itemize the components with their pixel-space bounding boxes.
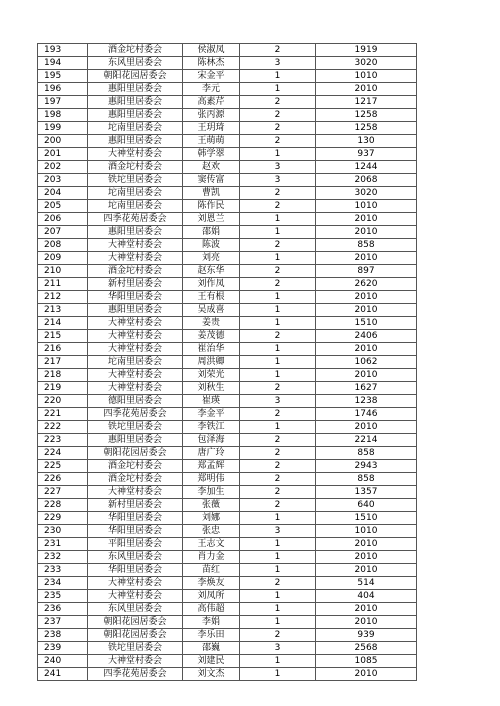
count-cell: 1 [240,551,316,564]
amount-cell: 2620 [316,278,417,291]
table-row [38,395,417,408]
count-cell: 2 [240,200,316,213]
person-name-cell: 崔治华 [183,343,240,356]
committee-cell: 大神堂村委会 [88,343,183,356]
amount-cell: 1238 [316,395,417,408]
table-row [38,603,417,616]
row-number-cell: 193 [38,44,88,57]
row-number-cell: 195 [38,70,88,83]
row-number-cell: 211 [38,278,88,291]
person-name-cell: 周洪卿 [183,356,240,369]
count-cell: 2 [240,239,316,252]
table-row [38,265,417,278]
count-cell: 2 [240,473,316,486]
committee-cell: 坨南里居委会 [88,122,183,135]
row-number-cell: 213 [38,304,88,317]
count-cell: 1 [240,421,316,434]
person-name-cell: 邵巍 [183,642,240,655]
person-name-cell: 宋金平 [183,70,240,83]
row-number-cell: 223 [38,434,88,447]
amount-cell: 2010 [316,83,417,96]
amount-cell: 2214 [316,434,417,447]
count-cell: 2 [240,109,316,122]
table-row [38,486,417,499]
row-number-cell: 227 [38,486,88,499]
person-name-cell: 韩学翠 [183,148,240,161]
committee-cell: 大神堂村委会 [88,148,183,161]
person-name-cell: 刘娜 [183,512,240,525]
row-number-cell: 212 [38,291,88,304]
table-row [38,317,417,330]
amount-cell: 2068 [316,174,417,187]
amount-cell: 858 [316,447,417,460]
table-row [38,525,417,538]
committee-cell: 四季花苑居委会 [88,213,183,226]
count-cell: 1 [240,343,316,356]
row-number-cell: 215 [38,330,88,343]
amount-cell: 939 [316,629,417,642]
committee-cell: 酒金坨村委会 [88,44,183,57]
row-number-cell: 228 [38,499,88,512]
committee-cell: 东风里居委会 [88,57,183,70]
count-cell: 1 [240,83,316,96]
table-row [38,369,417,382]
row-number-cell: 220 [38,395,88,408]
amount-cell: 514 [316,577,417,590]
person-name-cell: 李焕友 [183,577,240,590]
person-name-cell: 王志文 [183,538,240,551]
person-name-cell: 刘凤所 [183,590,240,603]
person-name-cell: 唐广玲 [183,447,240,460]
count-cell: 1 [240,356,316,369]
table-row [38,226,417,239]
amount-cell: 1510 [316,512,417,525]
table-row [38,135,417,148]
person-name-cell: 张忠 [183,525,240,538]
table-row [38,499,417,512]
table-row [38,655,417,668]
row-number-cell: 240 [38,655,88,668]
committee-cell: 大神堂村委会 [88,486,183,499]
row-number-cell: 194 [38,57,88,70]
table-row [38,330,417,343]
count-cell: 1 [240,70,316,83]
table-row [38,83,417,96]
committee-cell: 惠阳里居委会 [88,109,183,122]
row-number-cell: 221 [38,408,88,421]
amount-cell: 2010 [316,213,417,226]
person-name-cell: 姜茂德 [183,330,240,343]
count-cell: 3 [240,642,316,655]
row-number-cell: 229 [38,512,88,525]
amount-cell: 1244 [316,161,417,174]
count-cell: 2 [240,460,316,473]
table-row [38,148,417,161]
person-name-cell: 吴成喜 [183,304,240,317]
amount-cell: 640 [316,499,417,512]
committee-cell: 大神堂村委会 [88,317,183,330]
table-row [38,551,417,564]
person-name-cell: 李铁江 [183,421,240,434]
table-row [38,239,417,252]
amount-cell: 3020 [316,57,417,70]
count-cell: 1 [240,226,316,239]
committee-cell: 铁坨里居委会 [88,642,183,655]
table-row [38,538,417,551]
count-cell: 2 [240,278,316,291]
committee-cell: 东风里居委会 [88,603,183,616]
row-number-cell: 203 [38,174,88,187]
table-row [38,408,417,421]
committee-cell: 铁坨里居委会 [88,421,183,434]
person-name-cell: 侯淑凤 [183,44,240,57]
row-number-cell: 230 [38,525,88,538]
person-name-cell: 刘恩兰 [183,213,240,226]
amount-cell: 2568 [316,642,417,655]
count-cell: 1 [240,538,316,551]
person-name-cell: 王有根 [183,291,240,304]
count-cell: 1 [240,668,316,681]
committee-cell: 德阳里居委会 [88,395,183,408]
committee-cell: 华阳里居委会 [88,525,183,538]
table-row [38,252,417,265]
committee-cell: 朝阳花园居委会 [88,616,183,629]
row-number-cell: 202 [38,161,88,174]
count-cell: 1 [240,564,316,577]
count-cell: 3 [240,161,316,174]
person-name-cell: 李加生 [183,486,240,499]
table-row [38,382,417,395]
committee-cell: 坨南里居委会 [88,356,183,369]
table-row [38,343,417,356]
committee-cell: 惠阳里居委会 [88,434,183,447]
count-cell: 2 [240,96,316,109]
table-row [38,187,417,200]
amount-cell: 2010 [316,551,417,564]
person-name-cell: 姜贵 [183,317,240,330]
table-row [38,122,417,135]
row-number-cell: 214 [38,317,88,330]
count-cell: 1 [240,304,316,317]
row-number-cell: 237 [38,616,88,629]
person-name-cell: 李元 [183,83,240,96]
table-row [38,668,417,681]
row-number-cell: 206 [38,213,88,226]
count-cell: 1 [240,148,316,161]
row-number-cell: 235 [38,590,88,603]
person-name-cell: 陈波 [183,239,240,252]
amount-cell: 858 [316,473,417,486]
row-number-cell: 231 [38,538,88,551]
person-name-cell: 苗红 [183,564,240,577]
count-cell: 2 [240,265,316,278]
committee-cell: 华阳里居委会 [88,512,183,525]
amount-cell: 1010 [316,525,417,538]
amount-cell: 2010 [316,603,417,616]
person-name-cell: 张薇 [183,499,240,512]
row-number-cell: 234 [38,577,88,590]
count-cell: 1 [240,252,316,265]
table-row [38,512,417,525]
amount-cell: 858 [316,239,417,252]
row-number-cell: 224 [38,447,88,460]
row-number-cell: 233 [38,564,88,577]
committee-cell: 新村里居委会 [88,278,183,291]
committee-cell: 惠阳里居委会 [88,135,183,148]
amount-cell: 1919 [316,44,417,57]
person-name-cell: 刘荣光 [183,369,240,382]
row-number-cell: 222 [38,421,88,434]
count-cell: 2 [240,499,316,512]
count-cell: 3 [240,174,316,187]
table-row [38,44,417,57]
amount-cell: 897 [316,265,417,278]
count-cell: 2 [240,187,316,200]
count-cell: 2 [240,629,316,642]
person-name-cell: 赵欢 [183,161,240,174]
committee-cell: 坨南里居委会 [88,187,183,200]
person-name-cell: 曹凯 [183,187,240,200]
row-number-cell: 199 [38,122,88,135]
row-number-cell: 210 [38,265,88,278]
row-number-cell: 236 [38,603,88,616]
committee-cell: 大神堂村委会 [88,369,183,382]
count-cell: 1 [240,616,316,629]
committee-cell: 朝阳花园居委会 [88,447,183,460]
committee-cell: 朝阳花园居委会 [88,70,183,83]
committee-cell: 惠阳里居委会 [88,83,183,96]
count-cell: 3 [240,57,316,70]
person-name-cell: 刘秋生 [183,382,240,395]
committee-cell: 大神堂村委会 [88,252,183,265]
committee-cell: 大神堂村委会 [88,330,183,343]
amount-cell: 404 [316,590,417,603]
row-number-cell: 217 [38,356,88,369]
committee-cell: 酒金坨村委会 [88,460,183,473]
committee-cell: 酒金坨村委会 [88,161,183,174]
table-row [38,174,417,187]
row-number-cell: 216 [38,343,88,356]
amount-cell: 937 [316,148,417,161]
committee-cell: 四季花苑居委会 [88,408,183,421]
amount-cell: 2010 [316,343,417,356]
table-row [38,564,417,577]
row-number-cell: 232 [38,551,88,564]
person-name-cell: 刘作凤 [183,278,240,291]
amount-cell: 2010 [316,421,417,434]
committee-cell: 惠阳里居委会 [88,226,183,239]
person-name-cell: 崔瑛 [183,395,240,408]
row-number-cell: 219 [38,382,88,395]
row-number-cell: 201 [38,148,88,161]
person-name-cell: 王玥琦 [183,122,240,135]
person-name-cell: 赵东华 [183,265,240,278]
table-row [38,291,417,304]
count-cell: 2 [240,577,316,590]
amount-cell: 1746 [316,408,417,421]
amount-cell: 130 [316,135,417,148]
committee-cell: 坨南里居委会 [88,200,183,213]
committee-cell: 大神堂村委会 [88,590,183,603]
amount-cell: 1510 [316,317,417,330]
committee-cell: 惠阳里居委会 [88,304,183,317]
amount-cell: 1217 [316,96,417,109]
amount-cell: 2010 [316,226,417,239]
row-number-cell: 205 [38,200,88,213]
table-row [38,213,417,226]
committee-cell: 平阳里居委会 [88,538,183,551]
count-cell: 2 [240,122,316,135]
amount-cell: 2010 [316,616,417,629]
row-number-cell: 226 [38,473,88,486]
committee-cell: 朝阳花园居委会 [88,629,183,642]
row-number-cell: 239 [38,642,88,655]
amount-cell: 1085 [316,655,417,668]
row-number-cell: 208 [38,239,88,252]
committee-cell: 酒金坨村委会 [88,265,183,278]
table-row [38,200,417,213]
count-cell: 1 [240,317,316,330]
count-cell: 3 [240,395,316,408]
table-row [38,96,417,109]
count-cell: 2 [240,382,316,395]
amount-cell: 2010 [316,304,417,317]
table-row [38,642,417,655]
count-cell: 3 [240,525,316,538]
row-number-cell: 197 [38,96,88,109]
amount-cell: 1357 [316,486,417,499]
count-cell: 2 [240,135,316,148]
row-number-cell: 196 [38,83,88,96]
committee-cell: 大神堂村委会 [88,239,183,252]
person-name-cell: 刘文杰 [183,668,240,681]
amount-cell: 2943 [316,460,417,473]
amount-cell: 2406 [316,330,417,343]
amount-cell: 1010 [316,200,417,213]
committee-cell: 大神堂村委会 [88,577,183,590]
count-cell: 1 [240,369,316,382]
person-name-cell: 李娟 [183,616,240,629]
table-row [38,161,417,174]
table-row [38,421,417,434]
table-row [38,447,417,460]
amount-cell: 3020 [316,187,417,200]
table-row [38,590,417,603]
count-cell: 2 [240,44,316,57]
person-name-cell: 李乐田 [183,629,240,642]
household-table [37,43,417,681]
person-name-cell: 邵娟 [183,226,240,239]
row-number-cell: 198 [38,109,88,122]
table-row [38,460,417,473]
person-name-cell: 郑明伟 [183,473,240,486]
person-name-cell: 陈林杰 [183,57,240,70]
committee-cell: 大神堂村委会 [88,382,183,395]
person-name-cell: 高素芹 [183,96,240,109]
committee-cell: 华阳里居委会 [88,291,183,304]
amount-cell: 2010 [316,538,417,551]
count-cell: 2 [240,447,316,460]
person-name-cell: 张丙源 [183,109,240,122]
table-row [38,434,417,447]
table-row [38,577,417,590]
table-row [38,356,417,369]
table-body [38,44,417,681]
count-cell: 2 [240,330,316,343]
table-row [38,278,417,291]
committee-cell: 四季花苑居委会 [88,668,183,681]
committee-cell: 华阳里居委会 [88,564,183,577]
amount-cell: 2010 [316,252,417,265]
count-cell: 1 [240,213,316,226]
count-cell: 2 [240,408,316,421]
row-number-cell: 204 [38,187,88,200]
table-row [38,57,417,70]
person-name-cell: 李金平 [183,408,240,421]
amount-cell: 1010 [316,70,417,83]
person-name-cell: 高伟超 [183,603,240,616]
table-row [38,304,417,317]
amount-cell: 1258 [316,122,417,135]
amount-cell: 2010 [316,291,417,304]
amount-cell: 2010 [316,564,417,577]
row-number-cell: 218 [38,369,88,382]
row-number-cell: 207 [38,226,88,239]
row-number-cell: 200 [38,135,88,148]
count-cell: 1 [240,291,316,304]
amount-cell: 2010 [316,668,417,681]
row-number-cell: 238 [38,629,88,642]
table-row [38,109,417,122]
table-row [38,616,417,629]
amount-cell: 1062 [316,356,417,369]
person-name-cell: 肖力金 [183,551,240,564]
person-name-cell: 郑孟辉 [183,460,240,473]
count-cell: 2 [240,486,316,499]
amount-cell: 2010 [316,369,417,382]
count-cell: 1 [240,603,316,616]
table-row [38,473,417,486]
count-cell: 2 [240,434,316,447]
table-row [38,629,417,642]
person-name-cell: 刘亮 [183,252,240,265]
person-name-cell: 窦传富 [183,174,240,187]
count-cell: 1 [240,655,316,668]
committee-cell: 大神堂村委会 [88,655,183,668]
person-name-cell: 王萌萌 [183,135,240,148]
committee-cell: 新村里居委会 [88,499,183,512]
row-number-cell: 241 [38,668,88,681]
table-row [38,70,417,83]
count-cell: 1 [240,512,316,525]
committee-cell: 东风里居委会 [88,551,183,564]
amount-cell: 1258 [316,109,417,122]
committee-cell: 惠阳里居委会 [88,96,183,109]
committee-cell: 酒金坨村委会 [88,473,183,486]
committee-cell: 铁坨里居委会 [88,174,183,187]
row-number-cell: 225 [38,460,88,473]
person-name-cell: 包泽海 [183,434,240,447]
person-name-cell: 刘建民 [183,655,240,668]
row-number-cell: 209 [38,252,88,265]
count-cell: 1 [240,590,316,603]
person-name-cell: 陈作民 [183,200,240,213]
amount-cell: 1627 [316,382,417,395]
